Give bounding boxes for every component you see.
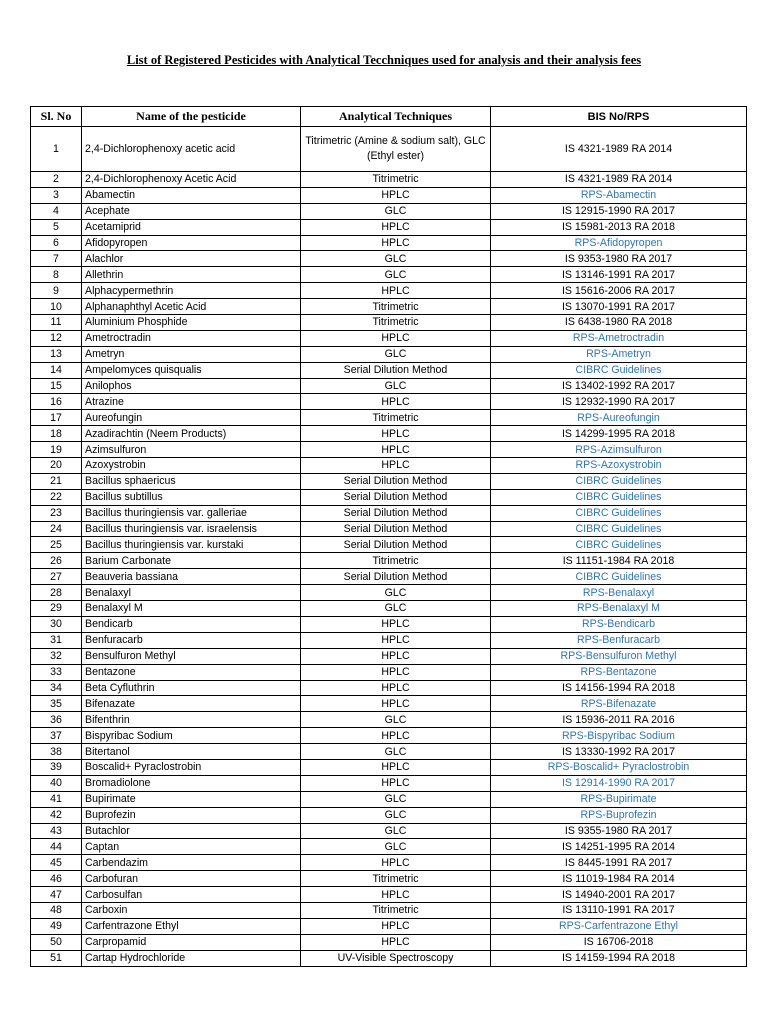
cell-analytical-technique: HPLC (301, 616, 491, 632)
cell-pesticide-name: Allethrin (82, 267, 301, 283)
cell-bis-no: RPS-Carfentrazone Ethyl (491, 918, 747, 934)
cell-sl-no: 46 (31, 871, 82, 887)
cell-bis-no: IS 14156-1994 RA 2018 (491, 680, 747, 696)
cell-pesticide-name: Anilophos (82, 378, 301, 394)
cell-analytical-technique: GLC (301, 839, 491, 855)
cell-analytical-technique: UV-Visible Spectroscopy (301, 950, 491, 966)
header-bis-no: BIS No/RPS (491, 107, 747, 127)
table-row (31, 775, 747, 791)
cell-analytical-technique: HPLC (301, 887, 491, 903)
cell-bis-no: IS 13110-1991 RA 2017 (491, 902, 747, 918)
table-row (31, 410, 747, 426)
table-row (31, 283, 747, 299)
table-row (31, 839, 747, 855)
cell-pesticide-name: Acetamiprid (82, 219, 301, 235)
cell-bis-no: IS 12914-1990 RA 2017 (491, 775, 747, 791)
cell-bis-no: RPS-Ametryn (491, 346, 747, 362)
cell-sl-no: 41 (31, 791, 82, 807)
cell-bis-no: RPS-Bifenazate (491, 696, 747, 712)
cell-analytical-technique: Titrimetric (301, 299, 491, 315)
cell-analytical-technique: Serial Dilution Method (301, 521, 491, 537)
cell-sl-no: 9 (31, 283, 82, 299)
cell-sl-no: 2 (31, 172, 82, 188)
cell-pesticide-name: Alachlor (82, 251, 301, 267)
table-row (31, 712, 747, 728)
cell-pesticide-name: Benalaxyl M (82, 601, 301, 617)
cell-pesticide-name: Bitertanol (82, 744, 301, 760)
cell-bis-no: IS 11151-1984 RA 2018 (491, 553, 747, 569)
cell-analytical-technique: HPLC (301, 934, 491, 950)
cell-sl-no: 43 (31, 823, 82, 839)
cell-bis-no: CIBRC Guidelines (491, 537, 747, 553)
header-pesticide-name: Name of the pesticide (82, 107, 301, 127)
cell-pesticide-name: Carboxin (82, 902, 301, 918)
table-row (31, 537, 747, 553)
cell-bis-no: IS 15936-2011 RA 2016 (491, 712, 747, 728)
cell-sl-no: 6 (31, 235, 82, 251)
table-row (31, 127, 747, 172)
cell-bis-no: IS 14159-1994 RA 2018 (491, 950, 747, 966)
cell-pesticide-name: Alphacypermethrin (82, 283, 301, 299)
cell-bis-no: IS 12915-1990 RA 2017 (491, 203, 747, 219)
cell-sl-no: 45 (31, 855, 82, 871)
cell-sl-no: 19 (31, 442, 82, 458)
table-row (31, 791, 747, 807)
cell-sl-no: 16 (31, 394, 82, 410)
cell-bis-no: IS 12932-1990 RA 2017 (491, 394, 747, 410)
cell-analytical-technique: Serial Dilution Method (301, 473, 491, 489)
cell-sl-no: 21 (31, 473, 82, 489)
cell-analytical-technique: HPLC (301, 283, 491, 299)
cell-pesticide-name: Azadirachtin (Neem Products) (82, 426, 301, 442)
cell-analytical-technique: HPLC (301, 728, 491, 744)
cell-analytical-technique: Titrimetric (301, 871, 491, 887)
cell-bis-no: IS 14940-2001 RA 2017 (491, 887, 747, 903)
cell-sl-no: 3 (31, 187, 82, 203)
table-row (31, 871, 747, 887)
cell-sl-no: 44 (31, 839, 82, 855)
cell-analytical-technique: GLC (301, 823, 491, 839)
cell-pesticide-name: Bendicarb (82, 616, 301, 632)
table-row (31, 187, 747, 203)
table-row (31, 855, 747, 871)
cell-bis-no: IS 9353-1980 RA 2017 (491, 251, 747, 267)
cell-sl-no: 36 (31, 712, 82, 728)
cell-pesticide-name: Azimsulfuron (82, 442, 301, 458)
cell-pesticide-name: Captan (82, 839, 301, 855)
cell-sl-no: 11 (31, 315, 82, 331)
cell-analytical-technique: HPLC (301, 664, 491, 680)
cell-bis-no: IS 13330-1992 RA 2017 (491, 744, 747, 760)
cell-sl-no: 49 (31, 918, 82, 934)
cell-bis-no: IS 4321-1989 RA 2014 (491, 127, 747, 172)
table-row (31, 172, 747, 188)
cell-analytical-technique: HPLC (301, 775, 491, 791)
cell-bis-no: RPS-Bensulfuron Methyl (491, 648, 747, 664)
cell-analytical-technique: Serial Dilution Method (301, 505, 491, 521)
cell-pesticide-name: Azoxystrobin (82, 458, 301, 474)
cell-pesticide-name: Abamectin (82, 187, 301, 203)
table-row (31, 378, 747, 394)
cell-analytical-technique: GLC (301, 585, 491, 601)
table-row (31, 362, 747, 378)
cell-bis-no: CIBRC Guidelines (491, 473, 747, 489)
cell-bis-no: IS 13070-1991 RA 2017 (491, 299, 747, 315)
cell-bis-no: RPS-Bendicarb (491, 616, 747, 632)
table-header-row (31, 107, 747, 127)
cell-bis-no: IS 13402-1992 RA 2017 (491, 378, 747, 394)
cell-analytical-technique: GLC (301, 791, 491, 807)
cell-pesticide-name: Carpropamid (82, 934, 301, 950)
cell-sl-no: 42 (31, 807, 82, 823)
cell-analytical-technique: Serial Dilution Method (301, 362, 491, 378)
cell-pesticide-name: Bifenazate (82, 696, 301, 712)
cell-sl-no: 48 (31, 902, 82, 918)
cell-pesticide-name: 2,4-Dichlorophenoxy acetic acid (82, 127, 301, 172)
table-row (31, 664, 747, 680)
cell-bis-no: CIBRC Guidelines (491, 569, 747, 585)
cell-analytical-technique: Titrimetric (301, 902, 491, 918)
table-row (31, 601, 747, 617)
cell-bis-no: RPS-Afidopyropen (491, 235, 747, 251)
cell-pesticide-name: Carbofuran (82, 871, 301, 887)
cell-bis-no: RPS-Abamectin (491, 187, 747, 203)
cell-pesticide-name: Carfentrazone Ethyl (82, 918, 301, 934)
cell-sl-no: 28 (31, 585, 82, 601)
cell-sl-no: 14 (31, 362, 82, 378)
cell-sl-no: 33 (31, 664, 82, 680)
table-row (31, 918, 747, 934)
cell-bis-no: RPS-Benalaxyl (491, 585, 747, 601)
cell-analytical-technique: GLC (301, 267, 491, 283)
table-row (31, 458, 747, 474)
table-row (31, 934, 747, 950)
cell-pesticide-name: Ampelomyces quisqualis (82, 362, 301, 378)
cell-bis-no: IS 14299-1995 RA 2018 (491, 426, 747, 442)
cell-pesticide-name: Carbendazim (82, 855, 301, 871)
cell-pesticide-name: Bispyribac Sodium (82, 728, 301, 744)
cell-sl-no: 50 (31, 934, 82, 950)
page-title: List of Registered Pesticides with Analytical Tecchniques used for analysis and their analysis fees (126, 53, 642, 67)
cell-bis-no: CIBRC Guidelines (491, 489, 747, 505)
cell-sl-no: 10 (31, 299, 82, 315)
cell-sl-no: 22 (31, 489, 82, 505)
cell-pesticide-name: Bacillus subtillus (82, 489, 301, 505)
cell-sl-no: 5 (31, 219, 82, 235)
cell-bis-no: RPS-Azoxystrobin (491, 458, 747, 474)
cell-sl-no: 26 (31, 553, 82, 569)
cell-bis-no: CIBRC Guidelines (491, 362, 747, 378)
cell-bis-no: RPS-Bentazone (491, 664, 747, 680)
cell-analytical-technique: Titrimetric (301, 410, 491, 426)
cell-analytical-technique: HPLC (301, 219, 491, 235)
cell-sl-no: 4 (31, 203, 82, 219)
cell-sl-no: 25 (31, 537, 82, 553)
cell-analytical-technique: HPLC (301, 187, 491, 203)
cell-pesticide-name: Benalaxyl (82, 585, 301, 601)
cell-analytical-technique: HPLC (301, 442, 491, 458)
cell-sl-no: 32 (31, 648, 82, 664)
cell-sl-no: 35 (31, 696, 82, 712)
cell-bis-no: RPS-Azimsulfuron (491, 442, 747, 458)
cell-sl-no: 47 (31, 887, 82, 903)
table-row (31, 473, 747, 489)
cell-pesticide-name: Aureofungin (82, 410, 301, 426)
cell-bis-no: RPS-Benfuracarb (491, 632, 747, 648)
cell-pesticide-name: Bacillus thuringiensis var. kurstaki (82, 537, 301, 553)
cell-bis-no: IS 9355-1980 RA 2017 (491, 823, 747, 839)
cell-analytical-technique: GLC (301, 378, 491, 394)
cell-sl-no: 37 (31, 728, 82, 744)
cell-bis-no: IS 13146-1991 RA 2017 (491, 267, 747, 283)
cell-sl-no: 51 (31, 950, 82, 966)
cell-pesticide-name: Bentazone (82, 664, 301, 680)
cell-sl-no: 27 (31, 569, 82, 585)
cell-pesticide-name: Bensulfuron Methyl (82, 648, 301, 664)
table-row (31, 251, 747, 267)
table-row (31, 585, 747, 601)
cell-pesticide-name: Aluminium Phosphide (82, 315, 301, 331)
cell-sl-no: 38 (31, 744, 82, 760)
cell-analytical-technique: HPLC (301, 458, 491, 474)
cell-sl-no: 20 (31, 458, 82, 474)
table-row (31, 315, 747, 331)
cell-analytical-technique: Serial Dilution Method (301, 537, 491, 553)
cell-sl-no: 23 (31, 505, 82, 521)
table-row (31, 299, 747, 315)
cell-sl-no: 18 (31, 426, 82, 442)
cell-pesticide-name: Ametryn (82, 346, 301, 362)
table-row (31, 489, 747, 505)
cell-analytical-technique: Titrimetric (301, 172, 491, 188)
cell-sl-no: 39 (31, 759, 82, 775)
cell-bis-no: RPS-Aureofungin (491, 410, 747, 426)
cell-analytical-technique: HPLC (301, 632, 491, 648)
cell-pesticide-name: Beta Cyfluthrin (82, 680, 301, 696)
cell-analytical-technique: GLC (301, 203, 491, 219)
cell-bis-no: CIBRC Guidelines (491, 521, 747, 537)
header-analytical-techniques: Analytical Techniques (301, 107, 491, 127)
cell-bis-no: RPS-Benalaxyl M (491, 601, 747, 617)
cell-analytical-technique: GLC (301, 744, 491, 760)
cell-bis-no: IS 14251-1995 RA 2014 (491, 839, 747, 855)
cell-pesticide-name: Afidopyropen (82, 235, 301, 251)
cell-analytical-technique: HPLC (301, 680, 491, 696)
table-row (31, 553, 747, 569)
table-row (31, 680, 747, 696)
cell-pesticide-name: Bupirimate (82, 791, 301, 807)
cell-bis-no: IS 6438-1980 RA 2018 (491, 315, 747, 331)
cell-pesticide-name: Benfuracarb (82, 632, 301, 648)
table-row (31, 235, 747, 251)
table-row (31, 728, 747, 744)
cell-analytical-technique: HPLC (301, 918, 491, 934)
table-row (31, 807, 747, 823)
table-body (31, 127, 747, 967)
cell-analytical-technique: Titrimetric (301, 315, 491, 331)
cell-pesticide-name: Butachlor (82, 823, 301, 839)
cell-analytical-technique: GLC (301, 346, 491, 362)
table-row (31, 442, 747, 458)
table-row (31, 203, 747, 219)
cell-sl-no: 24 (31, 521, 82, 537)
table-row (31, 648, 747, 664)
table-row (31, 426, 747, 442)
table-row (31, 632, 747, 648)
cell-bis-no: IS 15616-2006 RA 2017 (491, 283, 747, 299)
cell-sl-no: 34 (31, 680, 82, 696)
table-row (31, 219, 747, 235)
cell-analytical-technique: HPLC (301, 759, 491, 775)
cell-analytical-technique: Serial Dilution Method (301, 569, 491, 585)
cell-pesticide-name: Bacillus thuringiensis var. galleriae (82, 505, 301, 521)
table-row (31, 902, 747, 918)
table-row (31, 521, 747, 537)
cell-pesticide-name: Cartap Hydrochloride (82, 950, 301, 966)
cell-analytical-technique: GLC (301, 807, 491, 823)
cell-analytical-technique: HPLC (301, 696, 491, 712)
cell-pesticide-name: Bacillus thuringiensis var. israelensis (82, 521, 301, 537)
table-row (31, 616, 747, 632)
table-row (31, 696, 747, 712)
cell-analytical-technique: HPLC (301, 235, 491, 251)
cell-pesticide-name: Barium Carbonate (82, 553, 301, 569)
cell-bis-no: CIBRC Guidelines (491, 505, 747, 521)
cell-bis-no: IS 16706-2018 (491, 934, 747, 950)
cell-pesticide-name: Carbosulfan (82, 887, 301, 903)
cell-analytical-technique: HPLC (301, 394, 491, 410)
cell-sl-no: 31 (31, 632, 82, 648)
cell-pesticide-name: Alphanaphthyl Acetic Acid (82, 299, 301, 315)
table-row (31, 759, 747, 775)
cell-sl-no: 12 (31, 330, 82, 346)
cell-analytical-technique: HPLC (301, 330, 491, 346)
table-row (31, 267, 747, 283)
table-row (31, 744, 747, 760)
cell-bis-no: IS 8445-1991 RA 2017 (491, 855, 747, 871)
table-row (31, 950, 747, 966)
pesticide-table (30, 106, 747, 967)
cell-pesticide-name: Buprofezin (82, 807, 301, 823)
cell-bis-no: IS 4321-1989 RA 2014 (491, 172, 747, 188)
cell-analytical-technique: Titrimetric (301, 553, 491, 569)
cell-sl-no: 29 (31, 601, 82, 617)
cell-bis-no: RPS-Bupirimate (491, 791, 747, 807)
cell-sl-no: 1 (31, 127, 82, 172)
header-sl-no: Sl. No (31, 107, 82, 127)
cell-analytical-technique: HPLC (301, 648, 491, 664)
table-row (31, 394, 747, 410)
cell-pesticide-name: Bacillus sphaericus (82, 473, 301, 489)
cell-analytical-technique: GLC (301, 251, 491, 267)
cell-bis-no: IS 15981-2013 RA 2018 (491, 219, 747, 235)
cell-pesticide-name: 2,4-Dichlorophenoxy Acetic Acid (82, 172, 301, 188)
cell-bis-no: RPS-Buprofezin (491, 807, 747, 823)
cell-analytical-technique: GLC (301, 712, 491, 728)
table-row (31, 887, 747, 903)
cell-analytical-technique: GLC (301, 601, 491, 617)
cell-sl-no: 30 (31, 616, 82, 632)
cell-pesticide-name: Beauveria bassiana (82, 569, 301, 585)
cell-sl-no: 40 (31, 775, 82, 791)
table-row (31, 330, 747, 346)
cell-pesticide-name: Ametroctradin (82, 330, 301, 346)
cell-analytical-technique: HPLC (301, 426, 491, 442)
table-row (31, 823, 747, 839)
cell-sl-no: 7 (31, 251, 82, 267)
table-row (31, 346, 747, 362)
cell-analytical-technique: Serial Dilution Method (301, 489, 491, 505)
table-row (31, 505, 747, 521)
cell-pesticide-name: Bifenthrin (82, 712, 301, 728)
cell-sl-no: 8 (31, 267, 82, 283)
cell-bis-no: RPS-Boscalid+ Pyraclostrobin (491, 759, 747, 775)
cell-analytical-technique: Titrimetric (Amine & sodium salt), GLC (Ethyl ester) (301, 127, 491, 172)
cell-pesticide-name: Atrazine (82, 394, 301, 410)
cell-pesticide-name: Acephate (82, 203, 301, 219)
table-row (31, 569, 747, 585)
cell-pesticide-name: Bromadiolone (82, 775, 301, 791)
cell-analytical-technique: HPLC (301, 855, 491, 871)
cell-bis-no: RPS-Ametroctradin (491, 330, 747, 346)
cell-bis-no: RPS-Bispyribac Sodium (491, 728, 747, 744)
cell-pesticide-name: Boscalid+ Pyraclostrobin (82, 759, 301, 775)
cell-bis-no: IS 11019-1984 RA 2014 (491, 871, 747, 887)
cell-sl-no: 17 (31, 410, 82, 426)
cell-sl-no: 13 (31, 346, 82, 362)
cell-sl-no: 15 (31, 378, 82, 394)
